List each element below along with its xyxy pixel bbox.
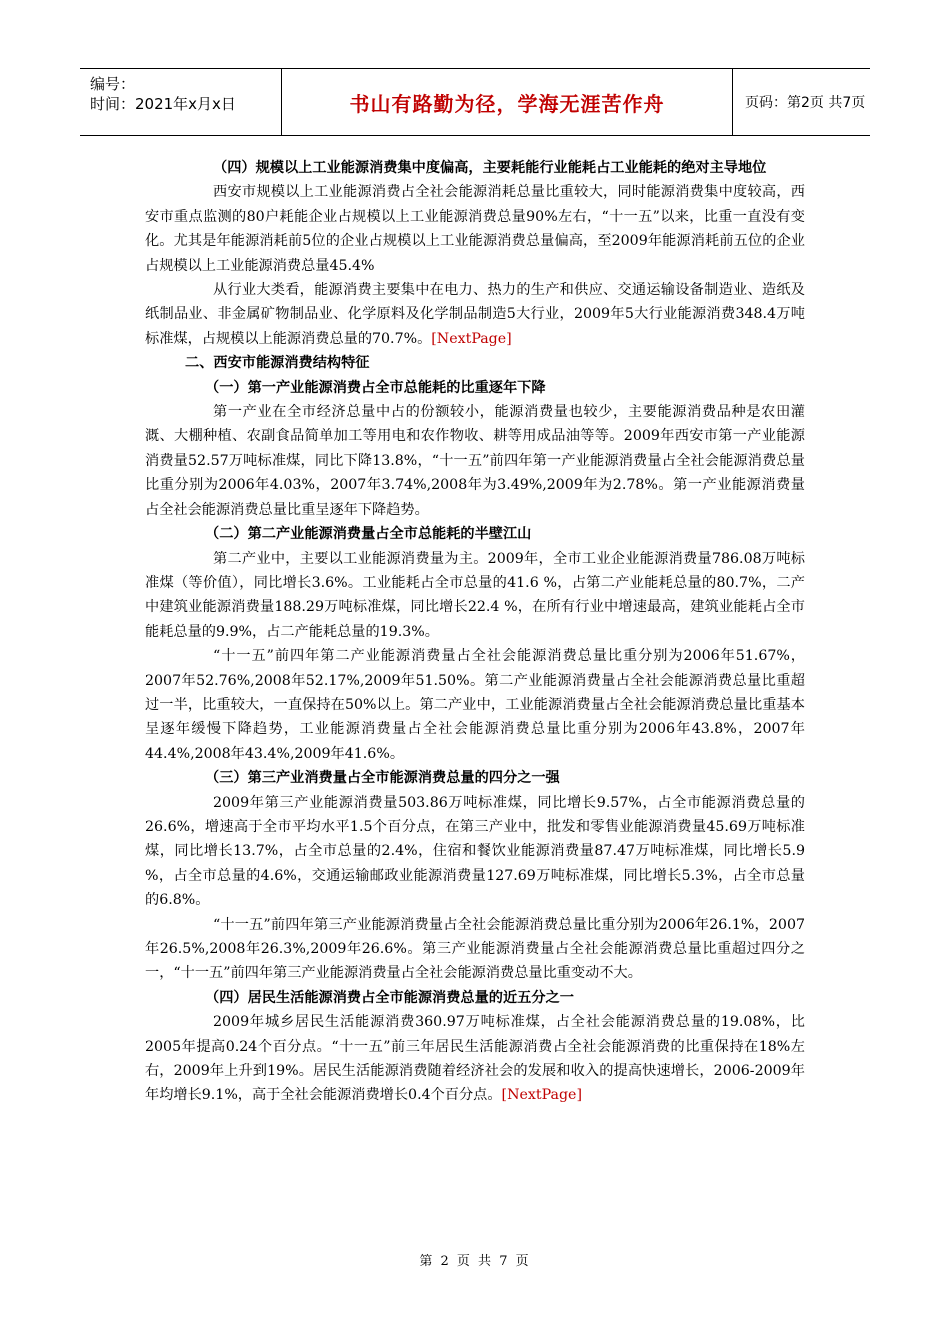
paragraph-text: 从行业大类看，能源消费主要集中在电力、热力的生产和供应、交通运输设备制造业、造纸及纸制品业、非金属矿物制品业、化学原料及化学制品制造5大行业，2009年5大行业能源消费348.4万吨标准煤，占规模以上能源消费总量的70.7%。 [145,282,805,347]
paragraph [145,278,805,351]
paragraph [145,1010,805,1108]
section-heading: （一）第一产业能源消费占全市总能耗的比重逐年下降 [205,379,546,396]
section-heading: （二）第二产业能源消费量占全市总能耗的半壁江山 [205,526,532,543]
document-number-label: 编号： [90,75,136,93]
section-heading: （四）居民生活能源消费占全市能源消费总量的近五分之一 [205,989,574,1006]
header-meta-cell [80,69,281,135]
header-page-info: 页码：第2页 共7页 [745,95,866,111]
paragraph: 第一产业在全市经济总量中占的份额较小，能源消费量也较少，主要能源消费品种是农田灌溉、大棚种植、农副食品简单加工等用电和农作物收、耕等用成品油等等。2009年西安市第一产业能源消费量52.57万吨标准煤，同比下降13.8%，“十一五”前四年第一产业能源消费量占全社会能源消费总量比重分别为2006年4.03%，2007年3.74%,2008年为3.49%,2009年为2.78%。第一产业能源消费量占全社会能源消费总量比重呈逐年下降趋势。 [145,404,805,518]
header-table [80,68,870,136]
header-motto-cell [281,69,733,135]
paragraph: “十一五”前四年第三产业能源消费量占全社会能源消费总量比重分别为2006年26.1%，2007年26.5%,2008年26.3%,2009年26.6%。第三产业能源消费量占全社会能源消费总量比重超过四分之一，“十一五”前四年第三产业能源消费量占全社会能源消费总量比重变动不大。 [145,916,805,982]
header-page-cell [733,69,870,135]
chapter-heading: 二、西安市能源消费结构特征 [185,355,370,372]
section-heading: （三）第三产业消费量占全市能源消费总量的四分之一强 [205,770,560,787]
header-motto: 书山有路勤为径，学海无涯苦作舟 [349,91,665,116]
page-footer: 第 2 页 共 7 页 [419,1254,531,1269]
document-time-label: 时间：2021年x月x日 [90,95,236,113]
paragraph: 西安市规模以上工业能源消费占全社会能源消耗总量比重较大，同时能源消费集中度较高，西安市重点监测的80户耗能企业占规模以上工业能源消费总量90%左右，“十一五”以来，比重一直没有变化。尤其是年能源消耗前5位的企业占规模以上工业能源消费总量偏高，至2009年能源消耗前五位的企业占规模以上工业能源消费总量45.4% [145,184,805,274]
document-body [145,156,805,1108]
paragraph: 第二产业中，主要以工业能源消费量为主。2009年，全市工业企业能源消费量786.08万吨标准煤（等价值），同比增长3.6%。工业能耗占全市总量的41.6 %，占第二产业能耗总量的80.7%，二产中建筑业能源消费量188.29万吨标准煤，同比增长22.4 %，在所有行业中增速最高，建筑业能耗占全市能耗总量的9.9%，占二产能耗总量的19.3%。 [145,550,805,640]
next-page-marker: [NextPage] [431,330,512,347]
paragraph-text: 2009年城乡居民生活能源消费360.97万吨标准煤，占全社会能源消费总量的19.08%，比2005年提高0.24个百分点。“十一五”前三年居民生活能源消费占全社会能源消费的比重保持在18%左右，2009年上升到19%。居民生活能源消费随着经济社会的发展和收入的提高快速增长，2006-2009年年均增长9.1%，高于全社会能源消费增长0.4个百分点。 [145,1014,805,1104]
next-page-marker: [NextPage] [501,1087,582,1104]
paragraph: 2009年第三产业能源消费量503.86万吨标准煤，同比增长9.57%，占全市能源消费总量的26.6%，增速高于全市平均水平1.5个百分点，在第三产业中，批发和零售业能源消费量45.69万吨标准煤，同比增长13.7%，占全市总量的2.4%，住宿和餐饮业能源消费量87.47万吨标准煤，同比增长5.9 %，占全市总量的4.6%，交通运输邮政业能源消费量127.69万吨标准煤，同比增长5.3%，占全市总量的6.8%。 [145,794,805,909]
section-heading: （四）规模以上工业能源消费集中度偏高，主要耗能行业能耗占工业能耗的绝对主导地位 [213,160,767,176]
paragraph: “十一五”前四年第二产业能源消费量占全社会能源消费总量比重分别为2006年51.67%，2007年52.76%,2008年52.17%,2009年51.50%。第二产业能源消费量占全社会能源消费总量比重超过一半，比重较大，一直保持在50%以上。第二产业中，工业能源消费量占全社会能源消费总量比重基本呈逐年缓慢下降趋势，工业能源消费量占全社会能源消费总量比重分别为2006年43.8%，2007年44.4%,2008年43.4%,2009年41.6%。 [145,648,805,762]
